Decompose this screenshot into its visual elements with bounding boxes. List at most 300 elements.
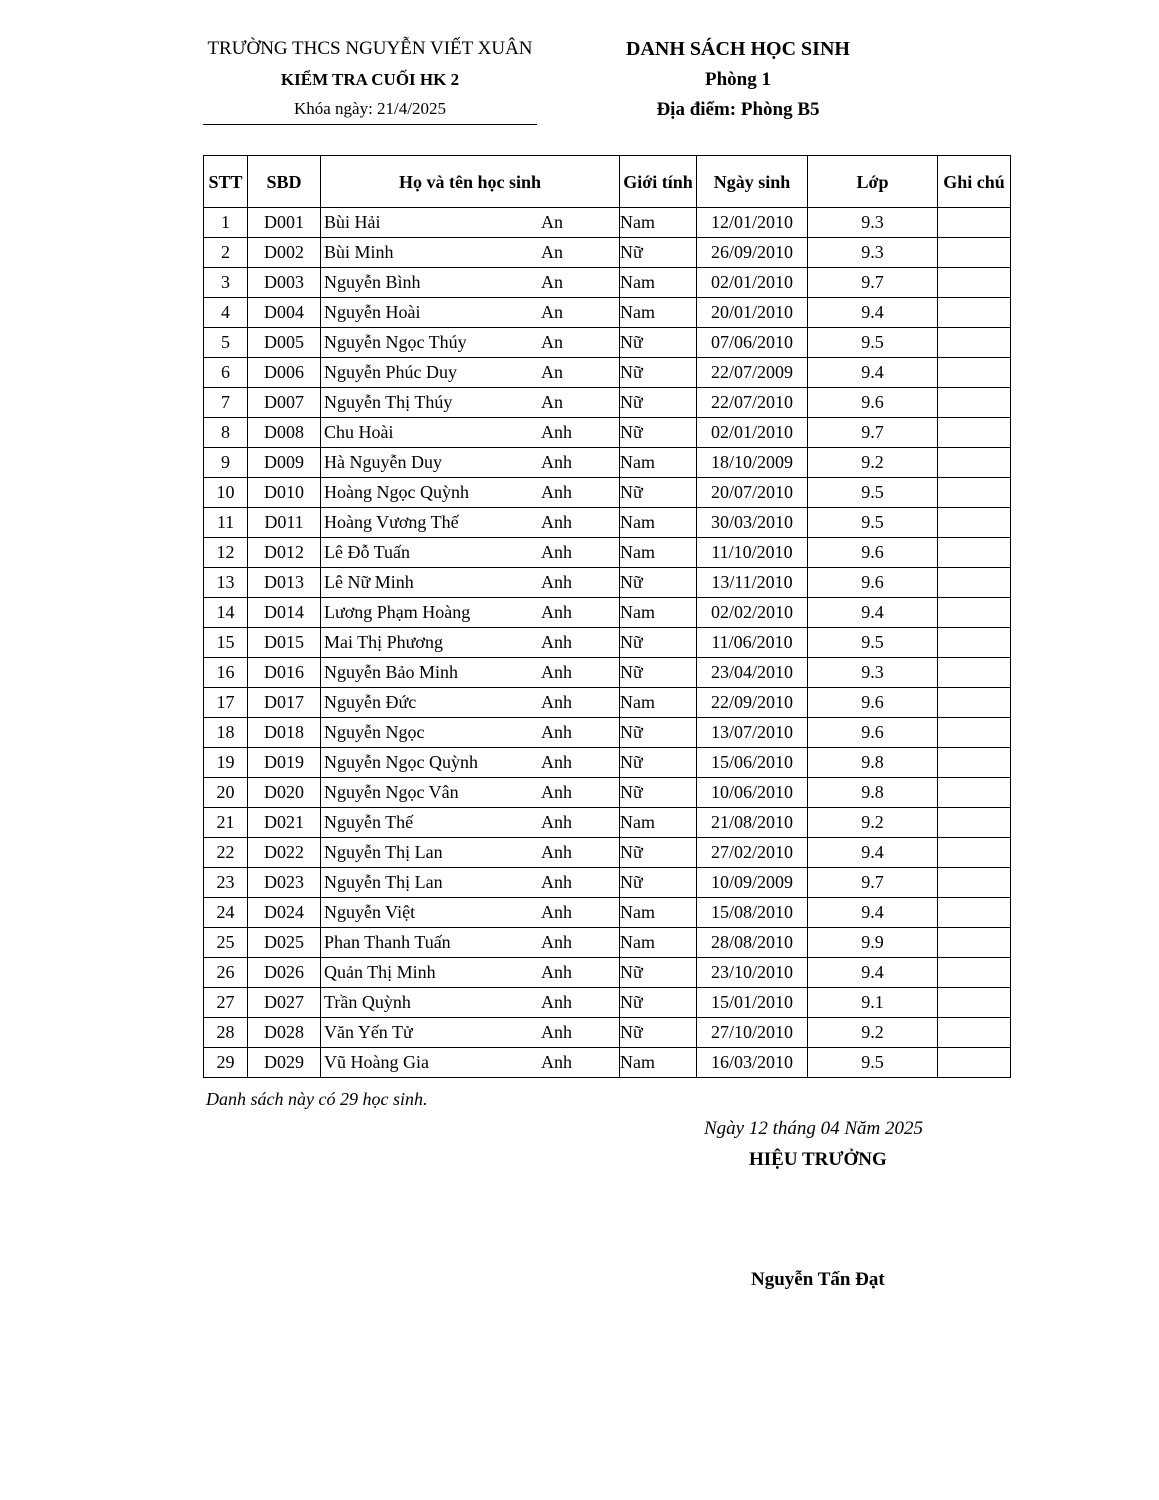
cell-stt: 10 (204, 478, 248, 508)
cell-gender: Nữ (620, 628, 697, 658)
cell-sbd: D008 (248, 418, 321, 448)
cell-stt: 23 (204, 868, 248, 898)
cell-stt: 8 (204, 418, 248, 448)
cell-name-given: Anh (541, 722, 572, 742)
cell-dob: 26/09/2010 (697, 238, 808, 268)
cell-dob: 10/06/2010 (697, 778, 808, 808)
school-name: TRƯỜNG THCS NGUYỄN VIẾT XUÂN (207, 38, 533, 59)
cell-gender: Nam (620, 1048, 697, 1078)
table-row (204, 958, 1011, 988)
cell-stt: 28 (204, 1018, 248, 1048)
cell-name (321, 718, 620, 748)
cell-note (938, 328, 1011, 358)
cell-note (938, 598, 1011, 628)
cell-gender: Nam (620, 298, 697, 328)
cell-gender: Nữ (620, 748, 697, 778)
cell-sbd: D024 (248, 898, 321, 928)
cell-name-given: An (541, 392, 563, 412)
cell-note (938, 778, 1011, 808)
cell-name-given: An (541, 362, 563, 382)
cell-note (938, 388, 1011, 418)
cell-class: 9.1 (808, 988, 938, 1018)
cell-dob: 22/07/2009 (697, 358, 808, 388)
cell-stt: 27 (204, 988, 248, 1018)
cell-dob: 02/01/2010 (697, 268, 808, 298)
cell-class: 9.8 (808, 778, 938, 808)
cell-class: 9.2 (808, 808, 938, 838)
table-row (204, 508, 1011, 538)
cell-class: 9.6 (808, 388, 938, 418)
table-row (204, 598, 1011, 628)
table-row (204, 718, 1011, 748)
cell-sbd: D005 (248, 328, 321, 358)
cell-name (321, 898, 620, 928)
cell-class: 9.5 (808, 628, 938, 658)
cell-dob: 20/07/2010 (697, 478, 808, 508)
cell-class: 9.4 (808, 358, 938, 388)
cell-name (321, 868, 620, 898)
signature-title: HIỆU TRƯỞNG (749, 1149, 887, 1170)
cell-gender: Nam (620, 538, 697, 568)
cell-class: 9.4 (808, 598, 938, 628)
table-row (204, 628, 1011, 658)
cell-sbd: D017 (248, 688, 321, 718)
header-underline (203, 124, 537, 125)
cell-stt: 7 (204, 388, 248, 418)
cell-sbd: D006 (248, 358, 321, 388)
cell-name (321, 448, 620, 478)
cell-name-given: An (541, 272, 563, 292)
cell-dob: 13/07/2010 (697, 718, 808, 748)
cell-stt: 11 (204, 508, 248, 538)
cell-name-given: Anh (541, 992, 572, 1012)
cell-dob: 02/02/2010 (697, 598, 808, 628)
cell-gender: Nam (620, 598, 697, 628)
table-body (204, 208, 1011, 1078)
cell-stt: 12 (204, 538, 248, 568)
cell-name (321, 238, 620, 268)
cell-stt: 3 (204, 268, 248, 298)
cell-name-surname: Hà Nguyễn Duy (324, 452, 442, 472)
cell-note (938, 718, 1011, 748)
col-header-gender: Giới tính (620, 156, 697, 208)
cell-name-surname: Lương Phạm Hoàng (324, 602, 471, 622)
table-row (204, 448, 1011, 478)
cell-name (321, 1048, 620, 1078)
table-row (204, 688, 1011, 718)
cell-gender: Nữ (620, 568, 697, 598)
cell-name-surname: Nguyễn Thị Thúy (324, 392, 453, 412)
cell-dob: 13/11/2010 (697, 568, 808, 598)
cell-note (938, 208, 1011, 238)
cell-name-given: An (541, 332, 563, 352)
table-row (204, 838, 1011, 868)
cell-name-surname: Lê Đỗ Tuấn (324, 542, 411, 562)
cell-class: 9.6 (808, 688, 938, 718)
cell-note (938, 268, 1011, 298)
table-row (204, 568, 1011, 598)
cell-note (938, 478, 1011, 508)
cell-dob: 10/09/2009 (697, 868, 808, 898)
table-row (204, 358, 1011, 388)
cell-name-given: Anh (541, 512, 572, 532)
cell-note (938, 688, 1011, 718)
cell-dob: 02/01/2010 (697, 418, 808, 448)
cell-class: 9.6 (808, 538, 938, 568)
cell-name-surname: Nguyễn Thế (324, 812, 414, 832)
table-row (204, 238, 1011, 268)
cell-stt: 1 (204, 208, 248, 238)
cell-stt: 17 (204, 688, 248, 718)
cell-dob: 18/10/2009 (697, 448, 808, 478)
cell-dob: 16/03/2010 (697, 1048, 808, 1078)
cell-class: 9.5 (808, 328, 938, 358)
cell-class: 9.7 (808, 418, 938, 448)
cell-name (321, 598, 620, 628)
cell-name-surname: Bùi Minh (324, 242, 394, 262)
cell-dob: 23/10/2010 (697, 958, 808, 988)
cell-dob: 28/08/2010 (697, 928, 808, 958)
cell-stt: 6 (204, 358, 248, 388)
cell-name-surname: Nguyễn Bảo Minh (324, 662, 458, 682)
signature-date: Ngày 12 tháng 04 Năm 2025 (704, 1118, 924, 1139)
cell-gender: Nữ (620, 838, 697, 868)
cell-sbd: D004 (248, 298, 321, 328)
cell-sbd: D019 (248, 748, 321, 778)
col-header-sbd: SBD (248, 156, 321, 208)
cell-gender: Nam (620, 268, 697, 298)
cell-class: 9.3 (808, 208, 938, 238)
cell-stt: 18 (204, 718, 248, 748)
cell-name-surname: Văn Yến Tử (324, 1022, 413, 1042)
cell-dob: 30/03/2010 (697, 508, 808, 538)
location-label: Địa điểm: Phòng B5 (656, 99, 820, 120)
cell-class: 9.4 (808, 298, 938, 328)
table-row (204, 208, 1011, 238)
cell-sbd: D016 (248, 658, 321, 688)
cell-class: 9.7 (808, 868, 938, 898)
cell-stt: 2 (204, 238, 248, 268)
cell-class: 9.9 (808, 928, 938, 958)
cell-name (321, 928, 620, 958)
cell-note (938, 988, 1011, 1018)
cell-gender: Nữ (620, 1018, 697, 1048)
cell-name (321, 538, 620, 568)
cell-name-given: Anh (541, 542, 572, 562)
cell-note (938, 958, 1011, 988)
cell-name-given: Anh (541, 602, 572, 622)
cell-note (938, 928, 1011, 958)
cell-name (321, 838, 620, 868)
cell-name-surname: Nguyễn Hoài (324, 302, 421, 322)
cell-name-given: An (541, 212, 563, 232)
exam-name: KIỂM TRA CUỐI HK 2 (280, 70, 460, 89)
cell-name (321, 358, 620, 388)
cell-sbd: D012 (248, 538, 321, 568)
table-row (204, 388, 1011, 418)
cell-name-surname: Chu Hoài (324, 422, 394, 442)
cell-name (321, 628, 620, 658)
cell-class: 9.3 (808, 658, 938, 688)
cell-class: 9.4 (808, 958, 938, 988)
table-row (204, 748, 1011, 778)
cell-name-given: Anh (541, 962, 572, 982)
table-header-row (204, 156, 1011, 208)
cell-gender: Nữ (620, 388, 697, 418)
cell-name (321, 688, 620, 718)
table-row (204, 328, 1011, 358)
cell-note (938, 808, 1011, 838)
cell-note (938, 508, 1011, 538)
cell-gender: Nữ (620, 658, 697, 688)
cell-gender: Nữ (620, 418, 697, 448)
cell-name-given: Anh (541, 812, 572, 832)
cell-dob: 11/10/2010 (697, 538, 808, 568)
cell-sbd: D027 (248, 988, 321, 1018)
cell-name (321, 1018, 620, 1048)
table-row (204, 868, 1011, 898)
cell-name (321, 208, 620, 238)
cell-gender: Nam (620, 898, 697, 928)
cell-name-surname: Nguyễn Ngọc Quỳnh (324, 752, 478, 772)
cell-name-given: Anh (541, 452, 572, 472)
cell-gender: Nữ (620, 238, 697, 268)
cell-note (938, 358, 1011, 388)
exam-date: Khóa ngày: 21/4/2025 (293, 99, 447, 118)
col-header-note: Ghi chú (938, 156, 1011, 208)
cell-gender: Nữ (620, 778, 697, 808)
cell-class: 9.3 (808, 238, 938, 268)
cell-name-given: Anh (541, 752, 572, 772)
table-row (204, 928, 1011, 958)
cell-sbd: D003 (248, 268, 321, 298)
cell-dob: 27/10/2010 (697, 1018, 808, 1048)
cell-gender: Nữ (620, 358, 697, 388)
cell-name-surname: Nguyễn Bình (324, 272, 421, 292)
cell-name-given: Anh (541, 632, 572, 652)
cell-name (321, 988, 620, 1018)
col-header-dob: Ngày sinh (697, 156, 808, 208)
table-row (204, 808, 1011, 838)
cell-class: 9.2 (808, 1018, 938, 1048)
cell-name-surname: Nguyễn Ngọc Vân (324, 782, 459, 802)
cell-sbd: D014 (248, 598, 321, 628)
cell-name-given: Anh (541, 842, 572, 862)
cell-name-given: Anh (541, 572, 572, 592)
cell-sbd: D029 (248, 1048, 321, 1078)
cell-name-given: Anh (541, 482, 572, 502)
cell-name-given: Anh (541, 1052, 572, 1072)
cell-dob: 15/06/2010 (697, 748, 808, 778)
cell-name-surname: Quản Thị Minh (324, 962, 436, 982)
cell-class: 9.7 (808, 268, 938, 298)
cell-class: 9.4 (808, 838, 938, 868)
cell-note (938, 838, 1011, 868)
table-row (204, 988, 1011, 1018)
cell-gender: Nữ (620, 958, 697, 988)
cell-name-given: An (541, 302, 563, 322)
cell-note (938, 238, 1011, 268)
cell-name-surname: Nguyễn Phúc Duy (324, 362, 457, 382)
cell-class: 9.2 (808, 448, 938, 478)
student-table (203, 155, 1011, 1078)
table-row (204, 418, 1011, 448)
cell-note (938, 898, 1011, 928)
cell-sbd: D026 (248, 958, 321, 988)
cell-dob: 22/09/2010 (697, 688, 808, 718)
cell-gender: Nữ (620, 868, 697, 898)
cell-stt: 13 (204, 568, 248, 598)
cell-note (938, 628, 1011, 658)
cell-gender: Nam (620, 688, 697, 718)
cell-gender: Nam (620, 928, 697, 958)
count-note: Danh sách này có 29 học sinh. (206, 1089, 428, 1109)
cell-gender: Nữ (620, 478, 697, 508)
cell-name-given: Anh (541, 902, 572, 922)
cell-class: 9.5 (808, 478, 938, 508)
col-header-name: Họ và tên học sinh (321, 156, 620, 208)
cell-note (938, 448, 1011, 478)
cell-gender: Nam (620, 448, 697, 478)
cell-name (321, 268, 620, 298)
cell-name-surname: Lê Nữ Minh (324, 572, 414, 592)
cell-stt: 14 (204, 598, 248, 628)
cell-name-surname: Trần Quỳnh (324, 992, 411, 1012)
cell-name-surname: Vũ Hoàng Gia (324, 1052, 429, 1072)
cell-name-surname: Nguyễn Thị Lan (324, 872, 443, 892)
table-row (204, 658, 1011, 688)
cell-note (938, 568, 1011, 598)
cell-sbd: D021 (248, 808, 321, 838)
cell-sbd: D009 (248, 448, 321, 478)
cell-sbd: D023 (248, 868, 321, 898)
cell-stt: 29 (204, 1048, 248, 1078)
cell-class: 9.8 (808, 748, 938, 778)
cell-stt: 26 (204, 958, 248, 988)
cell-sbd: D018 (248, 718, 321, 748)
cell-name (321, 958, 620, 988)
cell-name-given: Anh (541, 662, 572, 682)
cell-gender: Nữ (620, 988, 697, 1018)
cell-gender: Nữ (620, 718, 697, 748)
cell-sbd: D022 (248, 838, 321, 868)
cell-name (321, 748, 620, 778)
col-header-class: Lớp (808, 156, 938, 208)
cell-class: 9.5 (808, 1048, 938, 1078)
cell-name-surname: Nguyễn Thị Lan (324, 842, 443, 862)
table-row (204, 298, 1011, 328)
cell-sbd: D011 (248, 508, 321, 538)
cell-dob: 23/04/2010 (697, 658, 808, 688)
cell-note (938, 748, 1011, 778)
cell-name (321, 478, 620, 508)
cell-class: 9.6 (808, 568, 938, 598)
cell-name-given: Anh (541, 422, 572, 442)
cell-name (321, 418, 620, 448)
cell-sbd: D001 (248, 208, 321, 238)
table-row (204, 778, 1011, 808)
cell-sbd: D025 (248, 928, 321, 958)
cell-note (938, 1048, 1011, 1078)
cell-name (321, 568, 620, 598)
cell-gender: Nam (620, 508, 697, 538)
cell-name (321, 778, 620, 808)
table-row (204, 478, 1011, 508)
cell-name (321, 808, 620, 838)
cell-stt: 15 (204, 628, 248, 658)
table-row (204, 898, 1011, 928)
cell-name-surname: Nguyễn Ngọc (324, 722, 425, 742)
cell-sbd: D013 (248, 568, 321, 598)
cell-sbd: D020 (248, 778, 321, 808)
cell-name-given: Anh (541, 692, 572, 712)
cell-name (321, 658, 620, 688)
cell-name (321, 508, 620, 538)
cell-name-given: Anh (541, 872, 572, 892)
table-row (204, 1048, 1011, 1078)
cell-name-surname: Bùi Hải (324, 212, 381, 232)
cell-stt: 4 (204, 298, 248, 328)
cell-dob: 12/01/2010 (697, 208, 808, 238)
cell-name-surname: Phan Thanh Tuấn (324, 932, 451, 952)
cell-name-given: An (541, 242, 563, 262)
cell-dob: 11/06/2010 (697, 628, 808, 658)
cell-note (938, 298, 1011, 328)
cell-gender: Nữ (620, 328, 697, 358)
cell-dob: 15/08/2010 (697, 898, 808, 928)
cell-name (321, 298, 620, 328)
cell-gender: Nam (620, 808, 697, 838)
cell-gender: Nam (620, 208, 697, 238)
cell-stt: 5 (204, 328, 248, 358)
cell-stt: 25 (204, 928, 248, 958)
cell-stt: 16 (204, 658, 248, 688)
cell-name-surname: Nguyễn Việt (324, 902, 416, 922)
cell-sbd: D010 (248, 478, 321, 508)
table-row (204, 268, 1011, 298)
cell-name-given: Anh (541, 782, 572, 802)
cell-name-given: Anh (541, 932, 572, 952)
cell-note (938, 418, 1011, 448)
cell-name-given: Anh (541, 1022, 572, 1042)
cell-name (321, 388, 620, 418)
cell-dob: 20/01/2010 (697, 298, 808, 328)
cell-sbd: D028 (248, 1018, 321, 1048)
cell-sbd: D007 (248, 388, 321, 418)
page-title: DANH SÁCH HỌC SINH (626, 38, 850, 60)
cell-class: 9.6 (808, 718, 938, 748)
cell-note (938, 1018, 1011, 1048)
cell-name (321, 328, 620, 358)
cell-stt: 22 (204, 838, 248, 868)
cell-dob: 22/07/2010 (697, 388, 808, 418)
cell-name-surname: Nguyễn Đức (324, 692, 417, 712)
cell-sbd: D002 (248, 238, 321, 268)
cell-name-surname: Hoàng Vương Thế (324, 512, 459, 532)
cell-name-surname: Nguyễn Ngọc Thúy (324, 332, 467, 352)
signature-name: Nguyễn Tấn Đạt (751, 1269, 885, 1290)
cell-dob: 27/02/2010 (697, 838, 808, 868)
cell-stt: 20 (204, 778, 248, 808)
cell-stt: 24 (204, 898, 248, 928)
table-row (204, 1018, 1011, 1048)
cell-name-surname: Mai Thị Phương (324, 632, 443, 652)
cell-dob: 15/01/2010 (697, 988, 808, 1018)
cell-name-surname: Hoàng Ngọc Quỳnh (324, 482, 469, 502)
cell-stt: 21 (204, 808, 248, 838)
cell-class: 9.5 (808, 508, 938, 538)
cell-sbd: D015 (248, 628, 321, 658)
